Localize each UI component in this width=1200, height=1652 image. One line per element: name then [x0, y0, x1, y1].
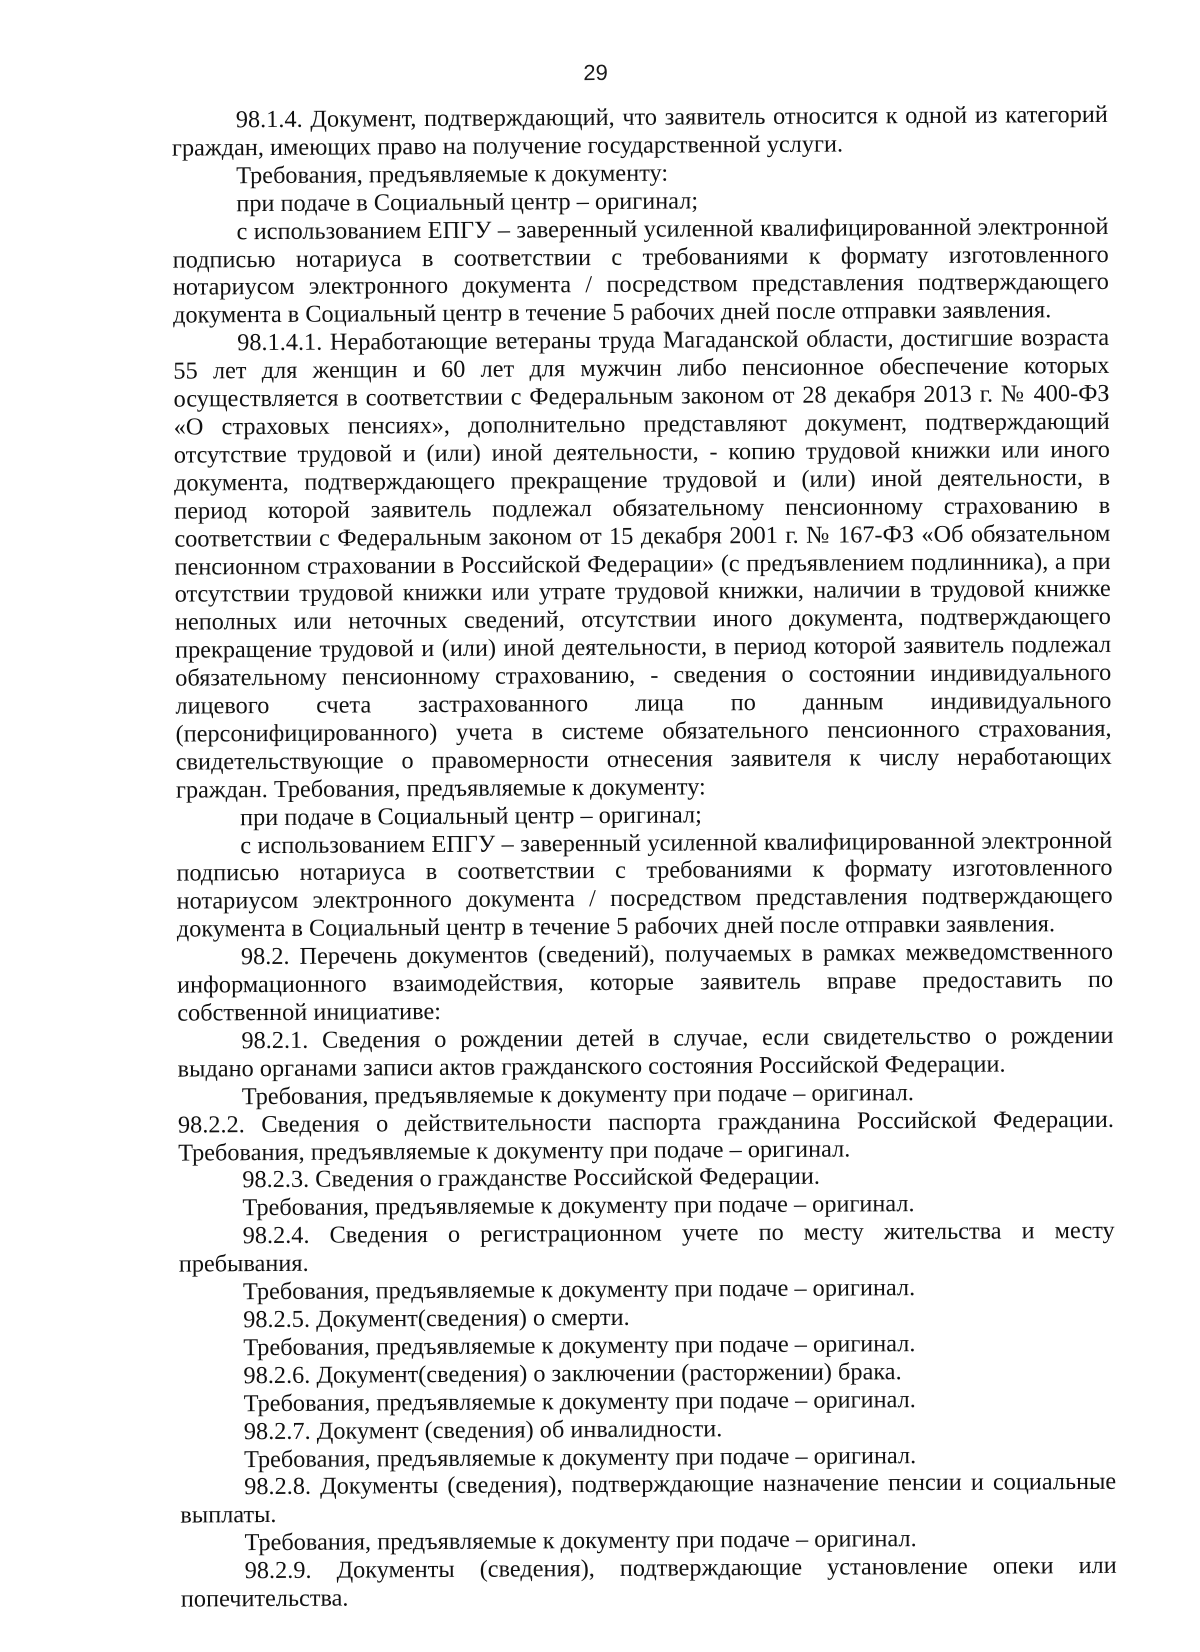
paragraph: 98.2.9. Документы (сведения), подтверждающие установление опеки или попечительства.	[180, 1551, 1117, 1613]
paragraph: 98.2.2. Сведения о действительности паспорта гражданина Российской Федерации. Требования, предъявляемые к документу при подаче – оригинал.	[177, 1105, 1115, 1167]
paragraph: 98.1.4.1. Неработающие ветераны труда Магаданской области, достигшие возраста 55 лет для женщин и 60 лет для мужчин либо пенсионное обеспечение которых осуществляется в соответствии с Федеральным законом от 28 декабря 2013 г. № 400-ФЗ «О страховых пенсиях», дополнительно представляют документ, подтверждающий отсутствие трудовой и (или) иной деятельности, - копию трудовой книжки или иного документа, подтверждающего прекращение трудовой и (или) иной деятельности, в период которой заявитель подлежал обязательному пенсионному страхованию в соответствии с Федеральным законом от 15 декабря 2001 г. № 167-ФЗ «Об обязательном пенсионном страховании в Российской Федерации» (с предъявлением подлинника), а при отсутствии трудовой книжки или утрате трудовой книжки, наличии в трудовой книжке неполных или неточных сведений, отсутствии иного документа, подтверждающего прекращение трудовой и (или) иной деятельности, в период которой заявитель подлежал обязательному пенсионному страхованию, - сведения о состоянии индивидуального лицевого счета застрахованного лица по данным индивидуального (персонифицированного) учета в системе обязательного пенсионного страхования, свидетельствующие о правомерности отнесения заявителя к числу неработающих граждан. Требования, предъявляемые к документу:	[173, 324, 1112, 804]
paragraph: Требования, предъявляемые к документу при подаче – оригинал.	[242, 1190, 915, 1222]
paragraph: при подаче в Социальный центр – оригинал;	[240, 801, 702, 831]
paragraph: 98.2.6. Документ(сведения) о заключении (расторжении) брака.	[243, 1357, 902, 1389]
paragraph: при подаче в Социальный центр – оригинал;	[236, 187, 699, 217]
paragraph: 98.2.3. Сведения о гражданстве Российской Федерации.	[242, 1163, 820, 1194]
paragraph: Требования, предъявляемые к документу при подаче – оригинал.	[243, 1385, 916, 1417]
paragraph: 98.2.8. Документы (сведения), подтверждающие назначение пенсии и социальные выплаты.	[180, 1468, 1117, 1529]
paragraph: 98.2. Перечень документов (сведений), получаемых в рамках межведомственного информационного взаимодействия, которые заявитель вправе предоставить по собственной инициативе:	[177, 938, 1114, 1027]
paragraph: 98.2.1. Сведения о рождении детей в случае, если свидетельство о рождении выдано органами записи актов гражданского состояния Российской Федерации.	[177, 1021, 1114, 1083]
paragraph: Требования, предъявляемые к документу при подаче – оригинал.	[243, 1329, 916, 1362]
paragraph: 98.2.5. Документ(сведения) о смерти.	[243, 1303, 630, 1334]
paragraph: Требования, предъявляемые к документу при подаче – оригинал.	[241, 1078, 914, 1110]
paragraph: 98.1.4. Документ, подтверждающий, что заявитель относится к одной из категорий граждан, имеющих право на получение государственной услуги.	[171, 100, 1108, 162]
paragraph: 98.2.7. Документ (сведения) об инвалидности.	[243, 1414, 723, 1445]
paragraph: с использованием ЕПГУ – заверенный усиленной квалифицированной электронной подписью нотариуса в соответствии с требованиями к формату изготовленного нотариусом электронного документа / посредством представления подтверждающего документа в Социальный центр в течение 5 рабочих дней после отправки заявления.	[176, 826, 1113, 943]
document-body	[172, 101, 1117, 1614]
page-number: 29	[583, 59, 608, 86]
paragraph: 98.2.4. Сведения о регистрационном учете по месту жительства и месту пребывания.	[178, 1217, 1115, 1278]
paragraph: Требования, предъявляемые к документу при подаче – оригинал.	[244, 1525, 917, 1557]
paragraph: с использованием ЕПГУ – заверенный усиленной квалифицированной электронной подписью нотариуса в соответствии с требованиями к формату изготовленного нотариусом электронного документа / посредством представления подтверждающего документа в Социальный центр в течение 5 рабочих дней после отправки заявления.	[172, 212, 1109, 329]
paragraph: Требования, предъявляемые к документу при подаче – оригинал.	[242, 1274, 916, 1306]
paragraph: Требования, предъявляемые к документу:	[236, 159, 669, 190]
paragraph: Требования, предъявляемые к документу при подаче – оригинал.	[243, 1441, 917, 1473]
